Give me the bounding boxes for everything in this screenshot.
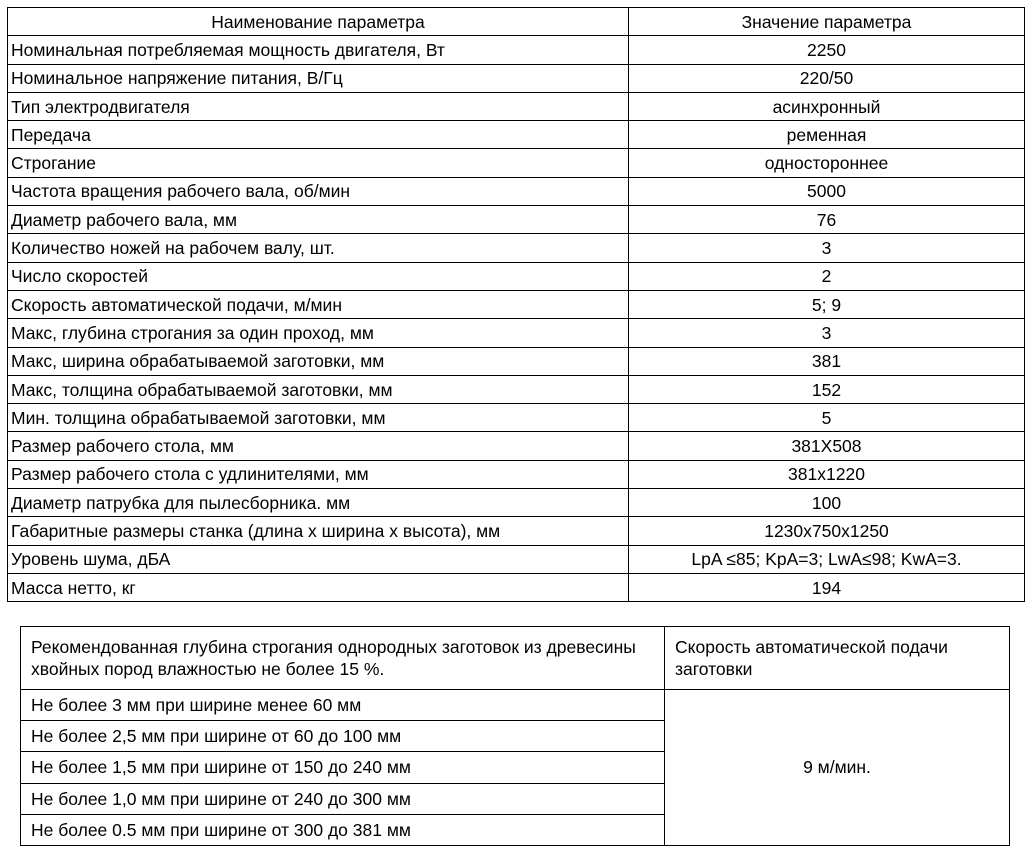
- param-name-cell: Частота вращения рабочего вала, об/мин: [8, 177, 629, 205]
- param-value-header: Значение параметра: [629, 8, 1025, 36]
- param-value-cell: 3: [629, 234, 1025, 262]
- table-row: [8, 206, 1025, 234]
- param-value-cell: 381x1220: [629, 460, 1025, 488]
- depth-cell: Не более 3 мм при ширине менее 60 мм: [21, 690, 665, 721]
- table-row: [8, 375, 1025, 403]
- table-row: [8, 319, 1025, 347]
- table-row: [8, 149, 1025, 177]
- param-value-cell: асинхронный: [629, 92, 1025, 120]
- param-value-cell: 381: [629, 347, 1025, 375]
- table-row: [8, 545, 1025, 573]
- table-row: [8, 177, 1025, 205]
- table-row: [8, 404, 1025, 432]
- speed-value-cell: 9 м/мин.: [665, 690, 1010, 846]
- param-name-cell: Строгание: [8, 149, 629, 177]
- param-name-header: Наименование параметра: [8, 8, 629, 36]
- table-row: [8, 573, 1025, 601]
- table-row: [8, 262, 1025, 290]
- planing-depth-table: [20, 626, 1010, 846]
- speed-header: Скорость автоматической подачи заготовки: [665, 627, 1010, 690]
- param-name-cell: Мин. толщина обрабатываемой заготовки, мм: [8, 404, 629, 432]
- specs-header-row: [8, 8, 1025, 36]
- param-value-cell: 1230x750x1250: [629, 517, 1025, 545]
- depth-cell: Не более 1,0 мм при ширине от 240 до 300 мм: [21, 783, 665, 814]
- param-name-cell: Макс, ширина обрабатываемой заготовки, мм: [8, 347, 629, 375]
- param-name-cell: Тип электродвигателя: [8, 92, 629, 120]
- specifications-table: [7, 7, 1025, 602]
- param-value-cell: 5: [629, 404, 1025, 432]
- depth-body: [21, 627, 1010, 846]
- depth-cell: Не более 0.5 мм при ширине от 300 до 381 мм: [21, 814, 665, 845]
- param-name-cell: Макс, глубина строгания за один проход, мм: [8, 319, 629, 347]
- param-value-cell: одностороннее: [629, 149, 1025, 177]
- depth-header: Рекомендованная глубина строгания однородных заготовок из древесины хвойных пород влажностью не более 15 %.: [21, 627, 665, 690]
- depth-header-row: [21, 627, 1010, 690]
- param-name-cell: Уровень шума, дБА: [8, 545, 629, 573]
- param-name-cell: Номинальная потребляемая мощность двигателя, Вт: [8, 36, 629, 64]
- table-row: [8, 489, 1025, 517]
- param-name-cell: Передача: [8, 121, 629, 149]
- table-row: [8, 347, 1025, 375]
- table-row: [8, 517, 1025, 545]
- table-row: [8, 432, 1025, 460]
- param-value-cell: 220/50: [629, 64, 1025, 92]
- depth-cell: Не более 1,5 мм при ширине от 150 до 240 мм: [21, 752, 665, 783]
- param-name-cell: Количество ножей на рабочем валу, шт.: [8, 234, 629, 262]
- table-row: [8, 64, 1025, 92]
- param-name-cell: Размер рабочего стола с удлинителями, мм: [8, 460, 629, 488]
- table-row: [8, 460, 1025, 488]
- table-row: [8, 234, 1025, 262]
- param-name-cell: Макс, толщина обрабатываемой заготовки, мм: [8, 375, 629, 403]
- param-value-cell: 5000: [629, 177, 1025, 205]
- table-row: [8, 121, 1025, 149]
- param-name-cell: Диаметр патрубка для пылесборника. мм: [8, 489, 629, 517]
- param-value-cell: 152: [629, 375, 1025, 403]
- table-row: [8, 92, 1025, 120]
- param-value-cell: 100: [629, 489, 1025, 517]
- depth-cell: Не более 2,5 мм при ширине от 60 до 100 мм: [21, 721, 665, 752]
- param-value-cell: 2250: [629, 36, 1025, 64]
- param-value-cell: 5; 9: [629, 290, 1025, 318]
- table-row: [21, 690, 1010, 721]
- param-name-cell: Скорость автоматической подачи, м/мин: [8, 290, 629, 318]
- specs-body: [8, 36, 1025, 602]
- param-name-cell: Габаритные размеры станка (длина х ширина х высота), мм: [8, 517, 629, 545]
- param-value-cell: 76: [629, 206, 1025, 234]
- param-name-cell: Номинальное напряжение питания, В/Гц: [8, 64, 629, 92]
- table-row: [8, 36, 1025, 64]
- param-value-cell: 2: [629, 262, 1025, 290]
- param-name-cell: Диаметр рабочего вала, мм: [8, 206, 629, 234]
- param-name-cell: Число скоростей: [8, 262, 629, 290]
- param-value-cell: 381X508: [629, 432, 1025, 460]
- param-name-cell: Размер рабочего стола, мм: [8, 432, 629, 460]
- param-name-cell: Масса нетто, кг: [8, 573, 629, 601]
- param-value-cell: 3: [629, 319, 1025, 347]
- param-value-cell: LpA ≤85; KpA=3; LwA≤98; KwA=3.: [629, 545, 1025, 573]
- param-value-cell: 194: [629, 573, 1025, 601]
- param-value-cell: ременная: [629, 121, 1025, 149]
- table-row: [8, 290, 1025, 318]
